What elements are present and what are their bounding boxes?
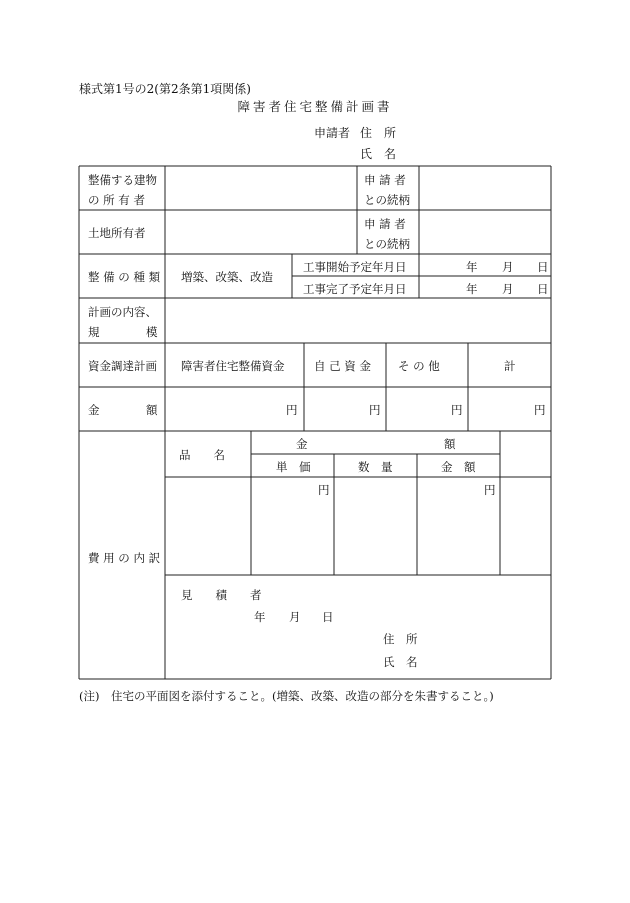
- fund-own-header: 自 己 資 金: [314, 359, 371, 373]
- sum-header: 金 額: [441, 460, 476, 474]
- amount-header-b: 額: [444, 437, 456, 451]
- end-year: 年: [466, 282, 478, 296]
- yen-unit-price: 円: [318, 483, 330, 497]
- building-owner-label-line2: の 所 有 者: [88, 193, 145, 207]
- applicant-address-label: 住 所: [360, 126, 397, 140]
- work-type-label: 整 備 の 種 類: [88, 270, 161, 284]
- relation-label-line1: 申 請 者: [364, 173, 406, 187]
- estimator-label: 見 積 者: [181, 588, 262, 602]
- start-year: 年: [466, 260, 478, 274]
- work-type-value: 増築、改築、改造: [181, 270, 273, 284]
- page-title: 障害者住宅整備計画書: [237, 99, 393, 114]
- amount-header-a: 金: [296, 437, 308, 451]
- applicant-name-label: 氏 名: [360, 147, 397, 161]
- yen-other: 円: [451, 403, 463, 417]
- amount-label-a: 金: [88, 403, 100, 417]
- start-date-label: 工事開始予定年月日: [303, 260, 407, 274]
- estimator-name-label: 氏 名: [383, 655, 418, 669]
- land-owner-label: 土地所有者: [88, 226, 146, 240]
- land-relation-label-line1: 申 請 者: [364, 217, 406, 231]
- yen-disabled: 円: [286, 403, 298, 417]
- item-name-header: 品 名: [179, 448, 225, 462]
- yen-own: 円: [369, 403, 381, 417]
- end-date-label: 工事完了予定年月日: [303, 282, 407, 296]
- fund-total-header: 計: [504, 359, 516, 373]
- start-month: 月: [502, 260, 514, 274]
- plan-label-line2a: 規: [88, 325, 100, 339]
- estimate-month: 月: [289, 610, 301, 624]
- end-day: 日: [537, 282, 549, 296]
- unit-price-header: 単 価: [276, 460, 311, 474]
- yen-sum: 円: [484, 483, 496, 497]
- fund-disabled-header: 障害者住宅整備資金: [181, 359, 285, 373]
- plan-label-line2b: 模: [146, 325, 158, 339]
- applicant-label: 申請者: [314, 126, 351, 140]
- funding-plan-label: 資金調達計画: [88, 359, 157, 373]
- cost-breakdown-label: 費 用 の 内 訳: [88, 551, 161, 565]
- amount-label-b: 額: [146, 403, 158, 417]
- estimate-day: 日: [322, 610, 334, 624]
- estimator-address-label: 住 所: [383, 632, 418, 646]
- start-day: 日: [537, 260, 549, 274]
- building-owner-label-line1: 整備する建物: [88, 173, 157, 187]
- plan-label-line1: 計画の内容、: [88, 305, 157, 319]
- fund-other-header: そ の 他: [398, 359, 440, 373]
- relation-label-line2: との続柄: [364, 193, 410, 207]
- yen-total: 円: [534, 403, 546, 417]
- estimate-year: 年: [254, 610, 266, 624]
- footnote: (注) 住宅の平面図を添付すること。(増築、改築、改造の部分を朱書すること。): [79, 689, 494, 703]
- form-number: 様式第1号の2(第2条第1項関係): [79, 82, 251, 96]
- land-relation-label-line2: との続柄: [364, 237, 410, 251]
- end-month: 月: [502, 282, 514, 296]
- quantity-header: 数 量: [358, 460, 393, 474]
